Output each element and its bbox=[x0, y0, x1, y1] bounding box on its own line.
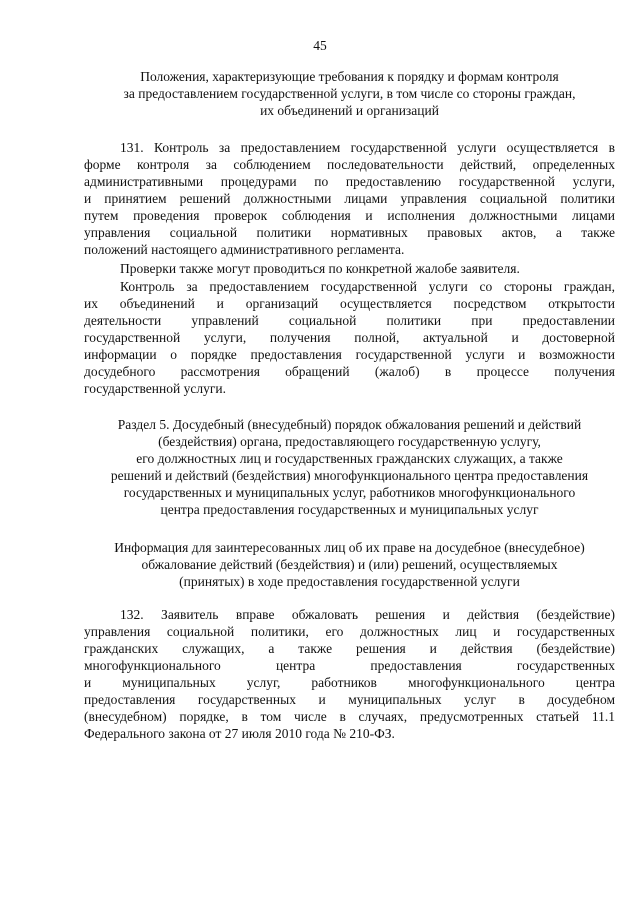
text-line: Контроль за предоставлением государственной услуги со стороны граждан, bbox=[120, 279, 615, 294]
text-line: управления социальной политики, его должностных лиц и государственных bbox=[84, 624, 615, 639]
heading-line: государственных и муниципальных услуг, работников многофункционального bbox=[123, 485, 576, 500]
text-line: государственной услуги. bbox=[84, 381, 226, 396]
text-line: (внесудебном) порядке, в том числе в случаях, предусмотренных статьей 11.1 bbox=[84, 709, 615, 724]
page-number: 45 bbox=[313, 38, 327, 53]
text-line: досудебного рассмотрения обращений (жалоб) в процессе получения bbox=[84, 364, 615, 379]
heading-line: (бездействия) органа, предоставляющего государственную услугу, bbox=[158, 434, 541, 449]
text-line: деятельности управлений социальной политики при предоставлении bbox=[84, 313, 615, 328]
paragraph-132 bbox=[84, 606, 615, 742]
text-line: Проверки также могут проводиться по конкретной жалобе заявителя. bbox=[120, 261, 520, 276]
heading-line: Информация для заинтересованных лиц об их праве на досудебное (внесудебное) bbox=[114, 540, 585, 555]
heading-line: (принятых) в ходе предоставления государственной услуги bbox=[179, 574, 520, 589]
text-line: их объединений и организаций осуществляется посредством открытости bbox=[84, 296, 615, 311]
heading-line: решений и действий (бездействия) многофункционального центра предоставления bbox=[110, 468, 589, 483]
text-line: форме контроля за соблюдением последовательности действий, определенных bbox=[84, 157, 615, 172]
heading-line: Положения, характеризующие требования к порядку и формам контроля bbox=[140, 69, 559, 84]
text-line: положений настоящего административного регламента. bbox=[84, 242, 405, 257]
paragraph-131 bbox=[84, 139, 615, 258]
appeal-info-heading bbox=[84, 539, 615, 590]
text-line: и принятием решений должностными лицами управления социальной политики bbox=[84, 191, 615, 206]
heading-line: за предоставлением государственной услуги, в том числе со стороны граждан, bbox=[123, 86, 576, 101]
control-section-heading bbox=[84, 68, 615, 119]
text-line: и муниципальных услуг, работников многофункционального центра bbox=[84, 675, 615, 690]
text-line: предоставления государственных и муниципальных услуг в досудебном bbox=[84, 692, 615, 707]
text-line: управления социальной политики нормативных правовых актов, а также bbox=[84, 225, 615, 240]
text-line: информации о порядке предоставления государственной услуги и возможности bbox=[84, 347, 615, 362]
heading-line: его должностных лиц и государственных гражданских служащих, а также bbox=[136, 451, 563, 466]
paragraph-public-control bbox=[84, 278, 615, 397]
heading-line: обжалование действий (бездействия) и (или) решений, осуществляемых bbox=[141, 557, 558, 572]
text-line: Федерального закона от 27 июля 2010 года № 210-ФЗ. bbox=[84, 726, 395, 741]
text-line: административными процедурами по предоставлению государственной услуги, bbox=[84, 174, 615, 189]
heading-line: Раздел 5. Досудебный (внесудебный) порядок обжалования решений и действий bbox=[117, 417, 582, 432]
text-line: путем проведения проверок соблюдения и исполнения должностными лицами bbox=[84, 208, 615, 223]
section-5-heading bbox=[84, 416, 615, 518]
text-line: 131. Контроль за предоставлением государственной услуги осуществляется в bbox=[120, 140, 615, 155]
paragraph-checks bbox=[84, 260, 615, 277]
text-line: 132. Заявитель вправе обжаловать решения и действия (бездействие) bbox=[120, 607, 615, 622]
heading-line: центра предоставления государственных и муниципальных услуг bbox=[160, 502, 539, 517]
text-line: государственной услуги, получения полной, актуальной и достоверной bbox=[84, 330, 615, 345]
text-line: многофункционального центра предоставления государственных bbox=[84, 658, 615, 673]
heading-line: их объединений и организаций bbox=[260, 103, 439, 118]
text-line: гражданских служащих, а также решения и действия (бездействие) bbox=[84, 641, 615, 656]
